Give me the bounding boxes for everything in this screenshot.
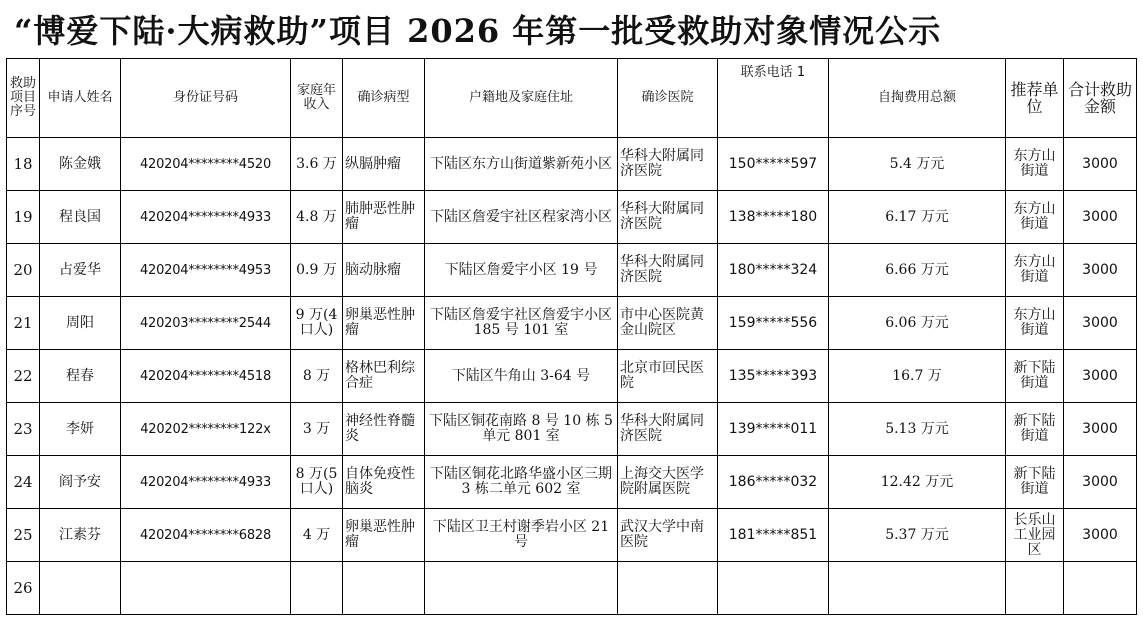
header-seq: 救助项目序号 [7, 59, 40, 138]
cell-cost: 6.06 万元 [829, 297, 1006, 350]
cell-cost: 5.37 万元 [829, 509, 1006, 562]
cell-disease: 神经性脊髓炎 [343, 403, 425, 456]
header-id: 身份证号码 [121, 59, 291, 138]
cell-phone [718, 562, 829, 615]
table-row [7, 191, 1137, 244]
cell-recommend: 新下陆街道 [1006, 456, 1064, 509]
cell-cost [829, 562, 1006, 615]
header-row [7, 59, 1137, 138]
cell-hospital: 华科大附属同济医院 [618, 138, 718, 191]
table-row [7, 562, 1137, 615]
cell-name [40, 562, 121, 615]
cell-id: 420204********4520 [121, 138, 291, 191]
cell-seq: 19 [7, 191, 40, 244]
table-row [7, 244, 1137, 297]
cell-name: 程春 [40, 350, 121, 403]
table-row [7, 509, 1137, 562]
cell-address: 下陆区铜花北路华盛小区三期 3 栋二单元 602 室 [425, 456, 618, 509]
cell-seq: 26 [7, 562, 40, 615]
cell-total: 3000 [1064, 191, 1137, 244]
cell-recommend: 东方山街道 [1006, 138, 1064, 191]
cell-phone: 159*****556 [718, 297, 829, 350]
cell-name: 程良国 [40, 191, 121, 244]
header-recommend: 推荐单位 [1006, 59, 1064, 138]
cell-address: 下陆区卫王村谢季岩小区 21 号 [425, 509, 618, 562]
table-row [7, 138, 1137, 191]
cell-income: 3.6 万 [291, 138, 343, 191]
cell-seq: 18 [7, 138, 40, 191]
cell-disease: 肺肿恶性肿瘤 [343, 191, 425, 244]
header-name: 申请人姓名 [40, 59, 121, 138]
cell-hospital: 华科大附属同济医院 [618, 191, 718, 244]
cell-recommend: 长乐山工业园区 [1006, 509, 1064, 562]
cell-address: 下陆区詹爱宇小区 19 号 [425, 244, 618, 297]
cell-seq: 25 [7, 509, 40, 562]
cell-income: 8 万 [291, 350, 343, 403]
table-row [7, 350, 1137, 403]
cell-income: 3 万 [291, 403, 343, 456]
page-title: “博爱下陆·大病救助”项目 2026 年第一批受救助对象情况公示 [14, 12, 942, 50]
cell-phone: 186*****032 [718, 456, 829, 509]
cell-id [121, 562, 291, 615]
cell-cost: 5.13 万元 [829, 403, 1006, 456]
cell-hospital [618, 562, 718, 615]
cell-cost: 6.17 万元 [829, 191, 1006, 244]
cell-cost: 16.7 万 [829, 350, 1006, 403]
cell-total: 3000 [1064, 509, 1137, 562]
table-row [7, 297, 1137, 350]
cell-phone: 139*****011 [718, 403, 829, 456]
cell-hospital: 上海交大医学院附属医院 [618, 456, 718, 509]
cell-disease: 脑动脉瘤 [343, 244, 425, 297]
cell-name: 阎予安 [40, 456, 121, 509]
cell-name: 陈金娥 [40, 138, 121, 191]
header-disease: 确诊病型 [343, 59, 425, 138]
header-total: 合计救助金额 [1064, 59, 1137, 138]
cell-total [1064, 562, 1137, 615]
cell-address: 下陆区詹爱宇社区程家湾小区 [425, 191, 618, 244]
cell-recommend: 东方山街道 [1006, 191, 1064, 244]
cell-cost: 5.4 万元 [829, 138, 1006, 191]
cell-address: 下陆区牛角山 3-64 号 [425, 350, 618, 403]
cell-disease: 自体免疫性脑炎 [343, 456, 425, 509]
cell-recommend: 东方山街道 [1006, 297, 1064, 350]
cell-seq: 23 [7, 403, 40, 456]
cell-name: 李妍 [40, 403, 121, 456]
cell-recommend: 新下陆街道 [1006, 350, 1064, 403]
cell-phone: 138*****180 [718, 191, 829, 244]
cell-recommend: 东方山街道 [1006, 244, 1064, 297]
cell-id: 420204********4953 [121, 244, 291, 297]
cell-address: 下陆区东方山街道紫新苑小区 [425, 138, 618, 191]
cell-name: 周阳 [40, 297, 121, 350]
cell-total: 3000 [1064, 138, 1137, 191]
cell-total: 3000 [1064, 350, 1137, 403]
cell-phone: 181*****851 [718, 509, 829, 562]
cell-id: 420204********4518 [121, 350, 291, 403]
cell-hospital: 武汉大学中南医院 [618, 509, 718, 562]
cell-id: 420204********6828 [121, 509, 291, 562]
cell-income [291, 562, 343, 615]
cell-phone: 180*****324 [718, 244, 829, 297]
cell-name: 江素芬 [40, 509, 121, 562]
cell-income: 4 万 [291, 509, 343, 562]
cell-cost: 12.42 万元 [829, 456, 1006, 509]
cell-seq: 20 [7, 244, 40, 297]
cell-total: 3000 [1064, 456, 1137, 509]
cell-address: 下陆区铜花南路 8 号 10 栋 5 单元 801 室 [425, 403, 618, 456]
cell-income: 8 万(5 口人) [291, 456, 343, 509]
cell-id: 420204********4933 [121, 456, 291, 509]
table-row [7, 456, 1137, 509]
recipients-table [6, 58, 1137, 615]
table-body [7, 138, 1137, 615]
cell-id: 420204********4933 [121, 191, 291, 244]
cell-id: 420202********122x [121, 403, 291, 456]
header-cost: 自掏费用总额 [829, 59, 1006, 138]
cell-disease: 卵巢恶性肿瘤 [343, 297, 425, 350]
cell-address [425, 562, 618, 615]
cell-hospital: 华科大附属同济医院 [618, 244, 718, 297]
cell-disease [343, 562, 425, 615]
cell-recommend [1006, 562, 1064, 615]
header-hospital: 确诊医院 [618, 59, 718, 138]
header-income: 家庭年收入 [291, 59, 343, 138]
header-phone: 联系电话 1 [718, 59, 829, 138]
cell-disease: 纵膈肿瘤 [343, 138, 425, 191]
header-address: 户籍地及家庭住址 [425, 59, 618, 138]
cell-name: 占爱华 [40, 244, 121, 297]
cell-total: 3000 [1064, 244, 1137, 297]
cell-address: 下陆区詹爱宇社区詹爱宇小区 185 号 101 室 [425, 297, 618, 350]
cell-phone: 135*****393 [718, 350, 829, 403]
cell-disease: 格林巴利综合症 [343, 350, 425, 403]
cell-seq: 21 [7, 297, 40, 350]
cell-disease: 卵巢恶性肿瘤 [343, 509, 425, 562]
cell-income: 0.9 万 [291, 244, 343, 297]
cell-total: 3000 [1064, 403, 1137, 456]
cell-cost: 6.66 万元 [829, 244, 1006, 297]
cell-income: 9 万(4 口人) [291, 297, 343, 350]
cell-phone: 150*****597 [718, 138, 829, 191]
cell-hospital: 华科大附属同济医院 [618, 403, 718, 456]
cell-recommend: 新下陆街道 [1006, 403, 1064, 456]
cell-seq: 24 [7, 456, 40, 509]
cell-total: 3000 [1064, 297, 1137, 350]
cell-income: 4.8 万 [291, 191, 343, 244]
cell-hospital: 北京市回民医院 [618, 350, 718, 403]
cell-seq: 22 [7, 350, 40, 403]
table-row [7, 403, 1137, 456]
cell-id: 420203********2544 [121, 297, 291, 350]
cell-hospital: 市中心医院黄金山院区 [618, 297, 718, 350]
